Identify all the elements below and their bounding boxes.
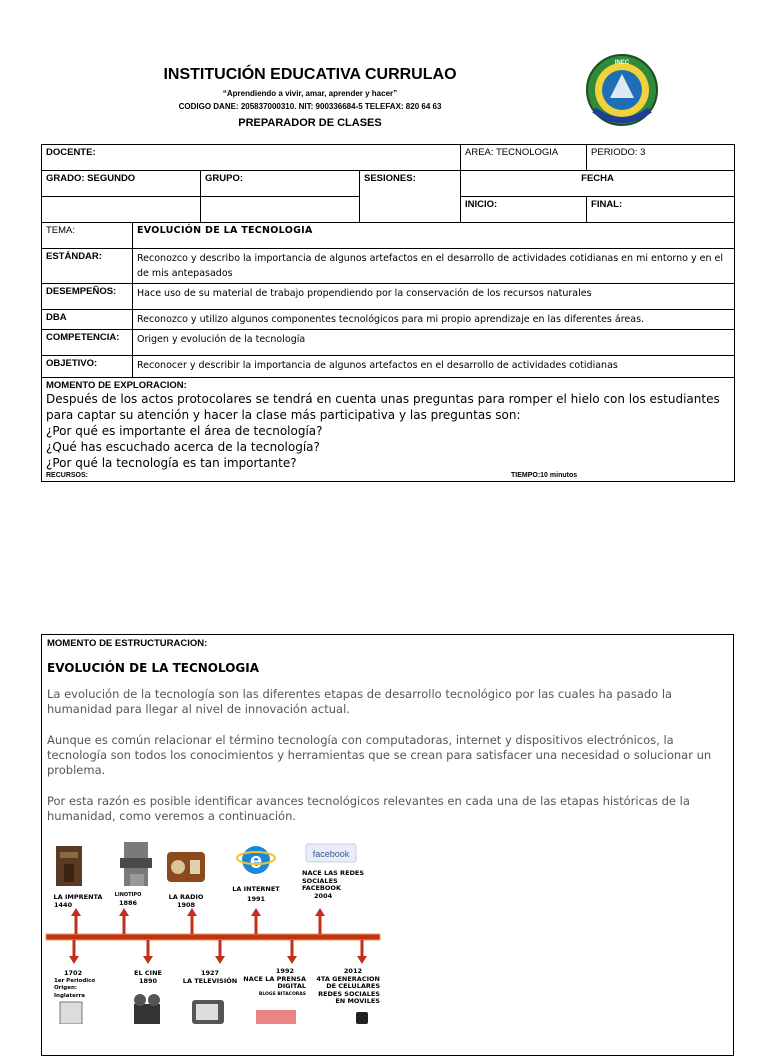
fecha-cell: FECHA [461,171,735,197]
periodo-cell: PERIODO: 3 [587,145,735,171]
estandar-value: Reconozco y describo la importancia de algunos artefactos en el desarrollo de actividades cotidianas en mi entorno y en el de mis antepasados [133,249,735,284]
timeline-label-celulares: 2012 4TA GENERACION DE CELULARES REDES SOCIALES EN MOVILES [316,967,380,1005]
timeline-arrow-down-3 [287,940,297,964]
dba-label: DBA [42,310,133,330]
institution-logo [584,52,660,128]
timeline-label-television: 1927 LA TELEVISIÓN [182,969,238,985]
inicio-cell: INICIO: [461,197,587,223]
tema-label: TEMA: [42,223,133,249]
timeline-arrow-down-1 [143,940,153,964]
institution-slogan: “Aprendiendo a vivir, amar, aprender y hacer” [222,89,398,98]
grupo-cell: GRUPO: [201,171,360,197]
tema-value: EVOLUCIÓN DE LA TECNOLOGIA [133,223,735,249]
timeline-label-cine: EL CINE 1890 [134,969,162,985]
objetivo-label: OBJETIVO: [42,356,133,378]
grado-cell: GRADO: SEGUNDO [42,171,201,197]
svg-text:e: e [249,848,263,873]
estructuracion-label: MOMENTO DE ESTRUCTURACION: [47,638,208,649]
radio-icon [167,852,205,882]
timeline-label-periodico: 1702 1er Periodico Origen: Inglaterra [54,969,96,999]
objetivo-value: Reconocer y describir la importancia de algunos artefactos en el desarrollo de actividades cotidianas [133,356,735,378]
facebook-text: facebook [312,849,350,859]
competencia-label: COMPETENCIA: [42,330,133,356]
competencia-value: Origen y evolución de la tecnología [133,330,735,356]
timeline-arrow-up-3 [251,908,261,934]
estructuracion-paragraph-1: La evolución de la tecnología son las diferentes etapas de desarrollo tecnológico por las cuales ha pasado la humanidad para llegar al nivel de innovación actual. [47,687,673,716]
timeline-label-prensa: 1992 NACE LA PRENSA DIGITAL BLOGS BITACORAS [243,967,306,997]
cinema-camera-icon [134,994,160,1024]
exploracion-line: Después de los actos protocolares se tendrá en cuenta unas preguntas para romper el hielo con los estudiantes para captar su atención y hacer la clase más participativa y las preguntas son: [46,392,720,422]
timeline-arrow-up-1 [119,908,129,934]
timeline-arrow-down-2 [215,940,225,964]
desempenos-label: DESEMPEÑOS: [42,284,133,310]
timeline-arrow-up-4 [315,908,325,934]
printing-press-icon [56,846,82,886]
timeline-arrow-up-0 [71,908,81,934]
logo-text: INEC [614,60,630,66]
timeline-label-imprenta: LA IMPRENTA 1440 [53,893,103,909]
facebook-logo-icon [306,844,356,862]
estandar-label: ESTÁNDAR: [42,249,133,284]
estructuracion-paragraph-2: Aunque es común relacionar el término tecnología con computadoras, internet y dispositivos electrónicos, la tecnología son todos los conocimientos y herramientas que se crean para satisfacer una necesidad o solucionar un problema. [47,733,712,777]
exploracion-question: ¿Qué has escuchado acerca de la tecnología? [46,440,320,454]
final-cell: FINAL: [587,197,735,223]
timeline-arrow-down-4 [357,940,367,964]
tiempo-label: TIEMPO:10 minutos [511,472,578,479]
institution-title: INSTITUCIÓN EDUCATIVA CURRULAO [163,66,457,83]
newspaper-icon [60,1002,82,1024]
estructuracion-heading: EVOLUCIÓN DE LA TECNOLOGIA [47,661,260,675]
timeline-arrow-down-0 [69,940,79,964]
document-subtitle: PREPARADOR DE CLASES [238,117,382,129]
desempenos-value: Hace uso de su material de trabajo propendiendo por la conservación de los recursos naturales [133,284,735,310]
sesiones-cell: SESIONES: [360,171,461,223]
television-icon [192,1000,224,1024]
grado-empty-cell [42,197,201,223]
timeline-label-linotipo: LINOTIPO 1886 [114,892,142,907]
timeline-label-radio: LA RADIO 1908 [168,893,204,909]
class-plan-table [41,144,735,482]
timeline-axis [46,934,380,940]
recursos-label: RECURSOS: [46,472,89,479]
institution-codes: CODIGO DANE: 205837000310. NIT: 900336684-5 TELEFAX: 820 64 63 [178,102,442,111]
timeline-bar [46,908,380,964]
docente-cell: DOCENTE: [42,145,461,171]
linotype-icon [120,842,152,886]
timeline-label-internet: LA INTERNET 1991 [232,885,280,903]
dba-value: Reconozco y utilizo algunos componentes tecnológicos para mi propio aprendizaje en las diferentes áreas. [133,310,735,330]
internet-explorer-icon [237,846,275,874]
exploracion-label: MOMENTO DE EXPLORACION: [46,380,187,391]
area-cell: AREA: TECNOLOGIA [461,145,587,171]
mobile-phone-icon [356,1012,368,1024]
exploracion-question: ¿Por qué es importante el área de tecnología? [46,424,323,438]
exploracion-question: ¿Por qué la tecnología es tan importante? [46,456,297,470]
estructuracion-paragraph-3: Por esta razón es posible identificar avances tecnológicos relevantes en cada una de las etapas históricas de la humanidad, como veremos a continuación. [47,794,690,823]
grupo-empty-cell [201,197,360,223]
digital-press-icon [256,1010,296,1024]
timeline-arrow-up-2 [187,908,197,934]
timeline-label-facebook: NACE LAS REDES SOCIALES FACEBOOK 2004 [302,869,365,900]
technology-timeline [44,838,384,1024]
